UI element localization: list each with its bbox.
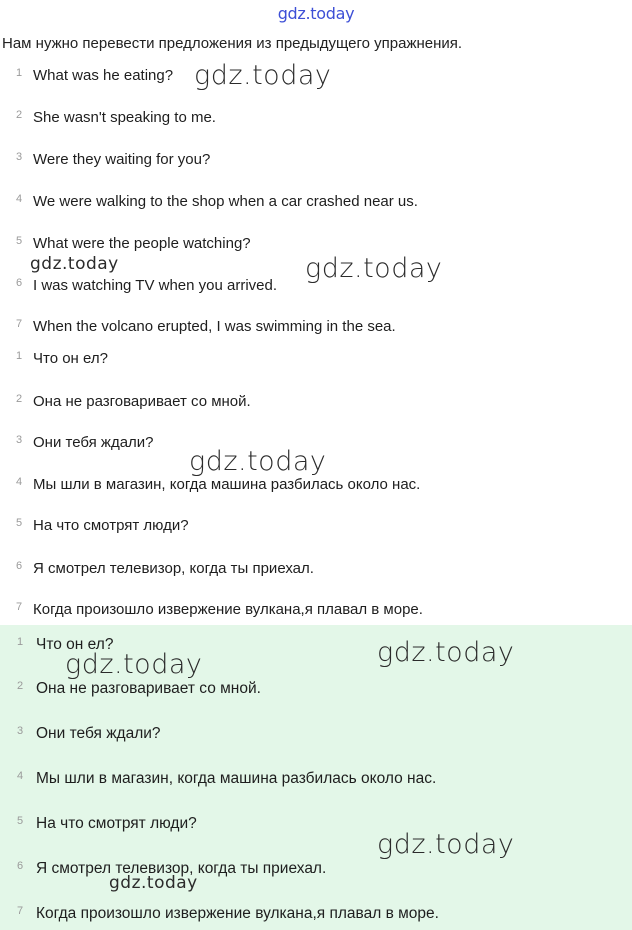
item-number: 1 [15, 350, 23, 362]
item-number: 4 [15, 476, 23, 488]
watermark: gdz.today [377, 637, 515, 668]
watermark: gdz.today [189, 446, 327, 477]
item-number: 1 [16, 636, 24, 648]
item-text: Мы шли в магазин, когда машина разбилась около нас. [36, 770, 437, 787]
item-text: На что смотрят люди? [36, 815, 197, 832]
watermark: gdz.today [65, 649, 203, 680]
site-logo[interactable]: gdz.today [277, 4, 355, 23]
item-text: Они тебя ждали? [33, 434, 154, 451]
item-number: 5 [16, 815, 24, 827]
watermark: gdz.today [377, 829, 515, 860]
item-text: Мы шли в магазин, когда машина разбилась около нас. [33, 476, 421, 493]
item-number: 6 [16, 860, 24, 872]
item-text: When the volcano erupted, I was swimming in the sea. [33, 318, 396, 335]
item-number: 3 [15, 151, 23, 163]
watermark: gdz.today [30, 254, 119, 274]
item-text: Я смотрел телевизор, когда ты приехал. [33, 560, 314, 577]
intro-text: Нам нужно перевести предложения из предыдущего упражнения. [2, 35, 463, 52]
watermark: gdz.today [109, 873, 198, 893]
item-text: We were walking to the shop when a car crashed near us. [33, 193, 418, 210]
item-text: На что смотрят люди? [33, 517, 189, 534]
item-number: 1 [15, 67, 23, 79]
item-text: Что он ел? [33, 350, 108, 367]
item-number: 5 [15, 517, 23, 529]
item-text: Когда произошло извержение вулкана,я плавал в море. [33, 601, 423, 618]
item-number: 4 [15, 193, 23, 205]
item-number: 7 [16, 905, 24, 917]
item-text: Она не разговаривает со мной. [33, 393, 251, 410]
item-number: 5 [15, 235, 23, 247]
item-number: 4 [16, 770, 24, 782]
item-text: Я смотрел телевизор, когда ты приехал. [36, 860, 327, 877]
item-text: What were the people watching? [33, 235, 251, 252]
item-text: Что он ел? [36, 636, 114, 653]
item-text: Они тебя ждали? [36, 725, 161, 742]
item-number: 6 [15, 560, 23, 572]
item-number: 7 [15, 601, 23, 613]
item-text: I was watching TV when you arrived. [33, 277, 278, 294]
item-text: Were they waiting for you? [33, 151, 211, 168]
item-text: She wasn't speaking to me. [33, 109, 216, 126]
item-number: 2 [15, 393, 23, 405]
item-number: 2 [15, 109, 23, 121]
item-text: What was he eating? [33, 67, 174, 84]
watermark: gdz.today [305, 253, 443, 284]
watermark: gdz.today [194, 60, 332, 91]
item-number: 7 [15, 318, 23, 330]
item-text: Когда произошло извержение вулкана,я плавал в море. [36, 905, 439, 922]
item-number: 2 [16, 680, 24, 692]
item-number: 6 [15, 277, 23, 289]
item-number: 3 [16, 725, 24, 737]
item-text: Она не разговаривает со мной. [36, 680, 261, 697]
item-number: 3 [15, 434, 23, 446]
